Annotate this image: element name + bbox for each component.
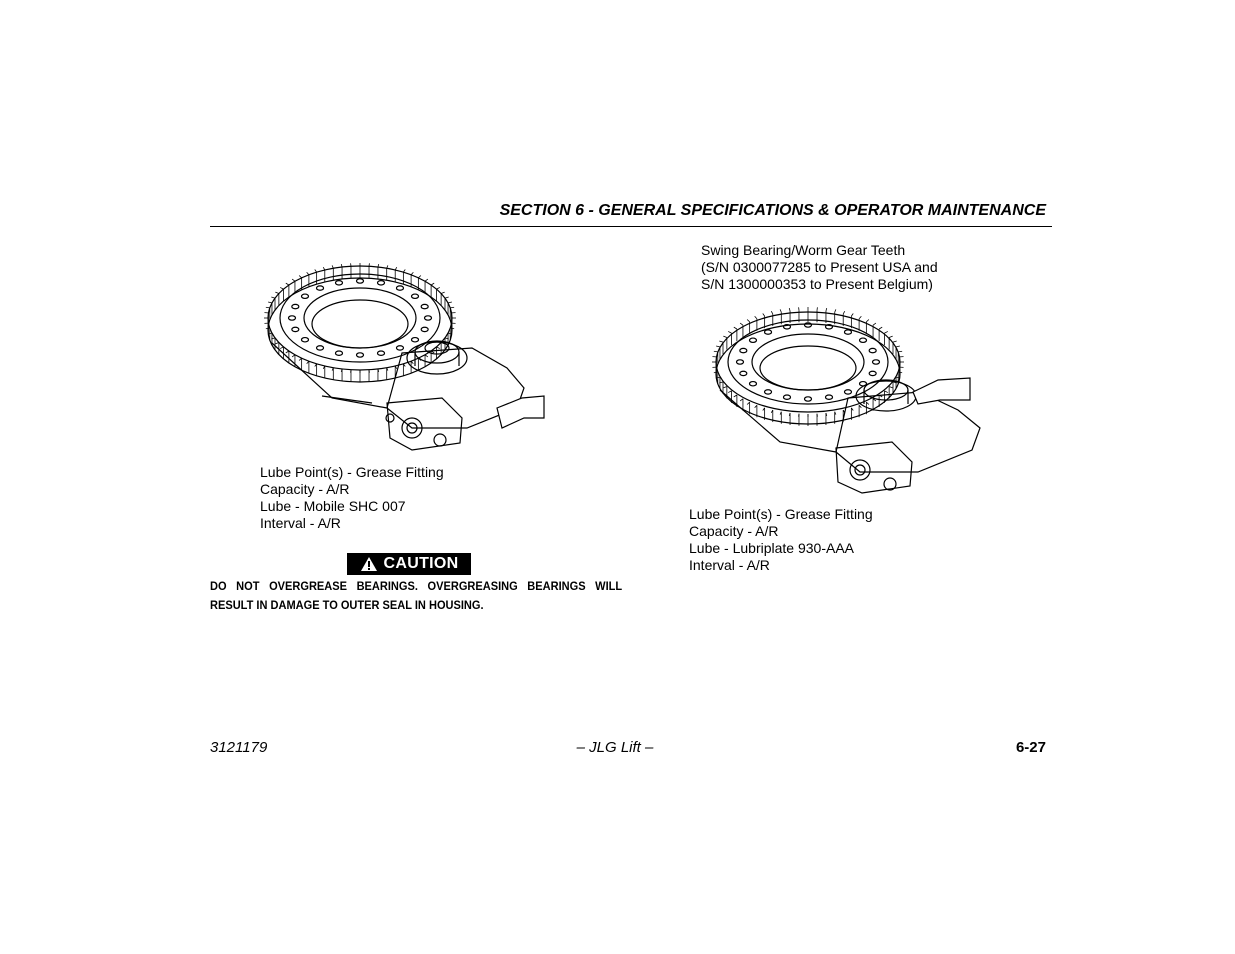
caption-line: Interval - A/R (260, 515, 341, 531)
right-lube-caption (689, 506, 873, 574)
warning-triangle-icon (360, 556, 378, 572)
left-lube-caption (260, 464, 444, 532)
caution-badge (347, 553, 471, 575)
title-line: (S/N 0300077285 to Present USA and (701, 259, 938, 275)
footer-doc-number: 3121179 (210, 739, 268, 756)
left-swing-bearing-figure (262, 258, 552, 454)
caption-line: Lube - Mobile SHC 007 (260, 498, 406, 514)
caption-line: Interval - A/R (689, 557, 770, 573)
title-line: S/N 1300000353 to Present Belgium) (701, 276, 933, 292)
caption-line: Lube Point(s) - Grease Fitting (689, 506, 873, 522)
caution-label: CAUTION (383, 555, 459, 572)
right-figure-title (701, 242, 938, 293)
caption-line: Capacity - A/R (260, 481, 350, 497)
title-line: Swing Bearing/Worm Gear Teeth (701, 242, 906, 258)
caution-message: DO NOT OVERGREASE BEARINGS. OVERGREASING BEARINGS WILL RESULT IN DAMAGE TO OUTER SEAL IN HOUSING. (210, 579, 623, 612)
caption-line: Capacity - A/R (689, 523, 779, 539)
footer-page-number: 6-27 (1015, 739, 1046, 756)
caption-line: Lube - Lubriplate 930-AAA (689, 540, 854, 556)
page-header-title: SECTION 6 - GENERAL SPECIFICATIONS & OPERATOR MAINTENANCE (499, 202, 1046, 219)
caption-line: Lube Point(s) - Grease Fitting (260, 464, 444, 480)
right-swing-bearing-figure (708, 300, 998, 496)
footer-center-text: – JLG Lift – (576, 739, 654, 756)
header-rule (210, 226, 1052, 227)
